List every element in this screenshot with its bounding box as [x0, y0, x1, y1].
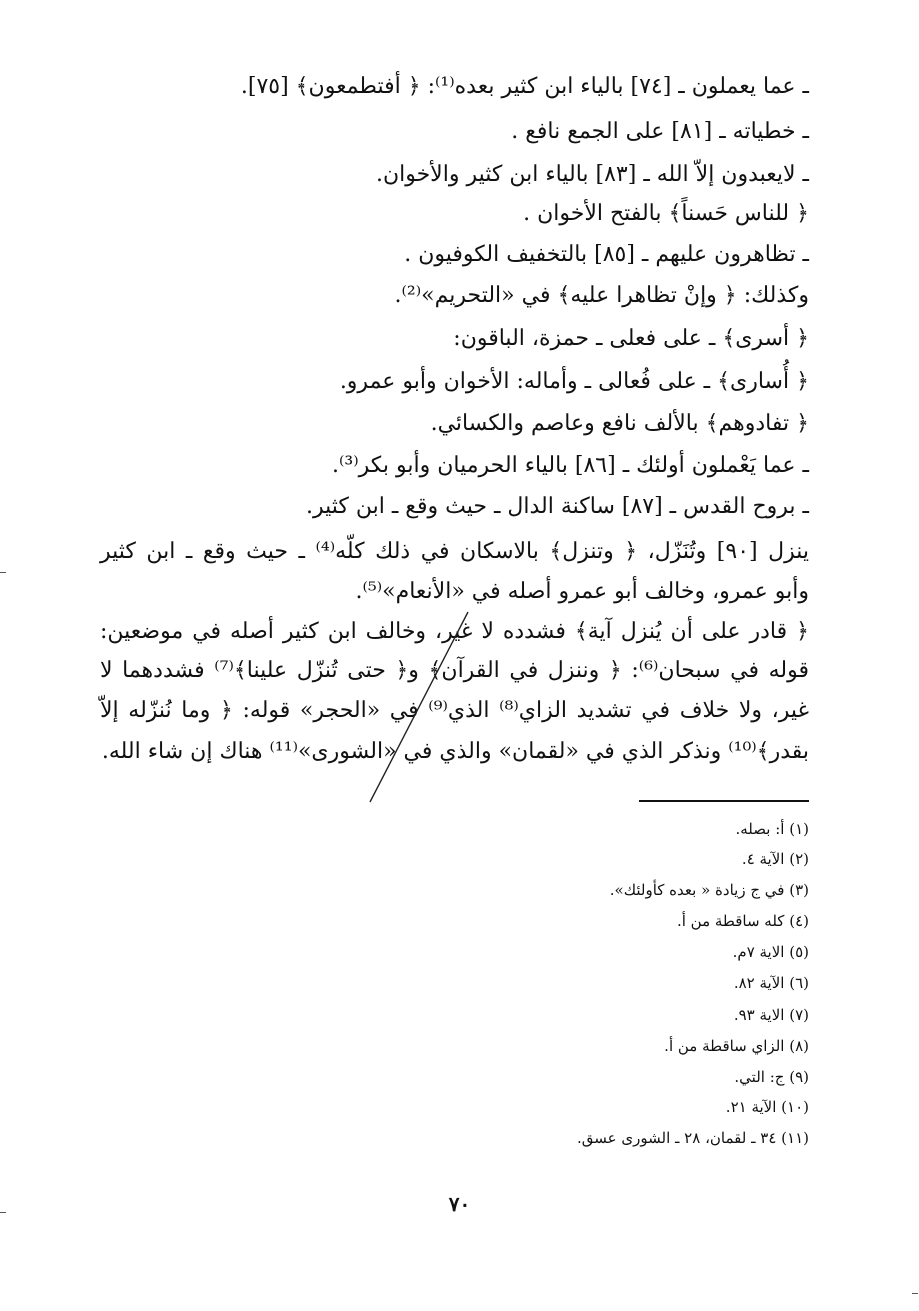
footnote-7: (٧) الاية ٩٣.: [733, 1006, 809, 1024]
text-line-4: ﴿ للناس حَسناً﴾ بالفتح الأخوان .: [523, 201, 809, 226]
text-line-17: بقدر﴾⁽¹⁰⁾ ونذكر الذي في «لقمان» والذي في «الشورى»⁽¹¹⁾ هناك إن شاء الله.: [101, 739, 809, 764]
footnote-3: (٣) في ج زيادة « بعده كأولئك».: [609, 881, 809, 899]
footnote-9: (٩) ج: التي.: [734, 1068, 809, 1086]
scan-edge-mark: [0, 572, 6, 573]
footnote-8: (٨) الزاي ساقطة من أ.: [664, 1037, 809, 1055]
text-line-15: قوله في سبحان⁽⁶⁾: ﴿ وننزل في القرآن﴾ و﴿ حتى تُنزّل علينا﴾⁽⁷⁾ فشددهما لا: [100, 658, 809, 683]
footnote-separator: [639, 800, 809, 802]
text-line-2: ـ خطياته ـ [٨١] على الجمع نافع .: [511, 119, 809, 144]
text-line-10: ـ عما يَعْملون أولئك ـ [٨٦] بالياء الحرميان وأبو بكر⁽³⁾.: [332, 453, 809, 478]
text-line-5: ـ تظاهرون عليهم ـ [٨٥] بالتخفيف الكوفيون .: [404, 242, 809, 267]
footnote-4: (٤) كله ساقطة من أ.: [676, 912, 809, 930]
scan-edge-mark: [0, 1212, 6, 1213]
text-line-14: ﴿ قادر على أن يُنزل آية﴾ فشدده لا غير، وخالف ابن كثير أصله في موضعين:: [100, 619, 809, 644]
text-line-8: ﴿ أُسارى﴾ ـ على فُعالى ـ وأماله: الأخوان وأبو عمرو.: [339, 369, 809, 394]
text-line-12: ينزل [٩٠] وتُنَزّل، ﴿ وتنزل﴾ بالاسكان في ذلك كلّه⁽⁴⁾ ـ حيث وقع ـ ابن كثير: [100, 539, 809, 564]
text-line-16: غير، ولا خلاف في تشديد الزاي⁽⁸⁾ الذي⁽⁹⁾ في «الحجر» قوله: ﴿ وما نُنزّله إلاّ: [100, 698, 810, 723]
text-line-3: ـ لايعبدون إلاّ الله ـ [٨٣] بالياء ابن كثير والأخوان.: [375, 162, 809, 187]
text-line-6: وكذلك: ﴿ وإنْ تظاهرا عليه﴾ في «التحريم»⁽²⁾.: [394, 283, 809, 308]
footnote-11: (١١) ٣٤ ـ لقمان، ٢٨ ـ الشورى عسق.: [577, 1129, 809, 1147]
page-number: ٧٠: [448, 1192, 471, 1216]
text-line-7: ﴿ أسرى﴾ ـ على فعلى ـ حمزة، الباقون:: [453, 326, 809, 351]
text-line-11: ـ بروح القدس ـ [٨٧] ساكنة الدال ـ حيث وقع ـ ابن كثير.: [305, 494, 809, 519]
footnote-5: (٥) الاية ٧م.: [732, 943, 809, 961]
text-line-9: ﴿ تفادوهم﴾ بالألف نافع وعاصم والكسائي.: [430, 411, 809, 436]
footnote-6: (٦) الآية ٨٢.: [733, 974, 809, 992]
footnote-1: (١) أ: بصله.: [735, 820, 809, 838]
footnote-10: (١٠) الآية ٢١.: [725, 1098, 809, 1116]
text-line-1: ـ عما يعملون ـ [٧٤] بالياء ابن كثير بعده⁽¹⁾: ﴿ أفتطمعون﴾ [٧٥].: [240, 74, 809, 99]
scan-edge-mark: [912, 1293, 918, 1294]
footnote-2: (٢) الآية ٤.: [741, 850, 809, 868]
text-line-13: وأبو عمرو، وخالف أبو عمرو أصله في «الأنعام»⁽⁵⁾.: [355, 579, 809, 604]
